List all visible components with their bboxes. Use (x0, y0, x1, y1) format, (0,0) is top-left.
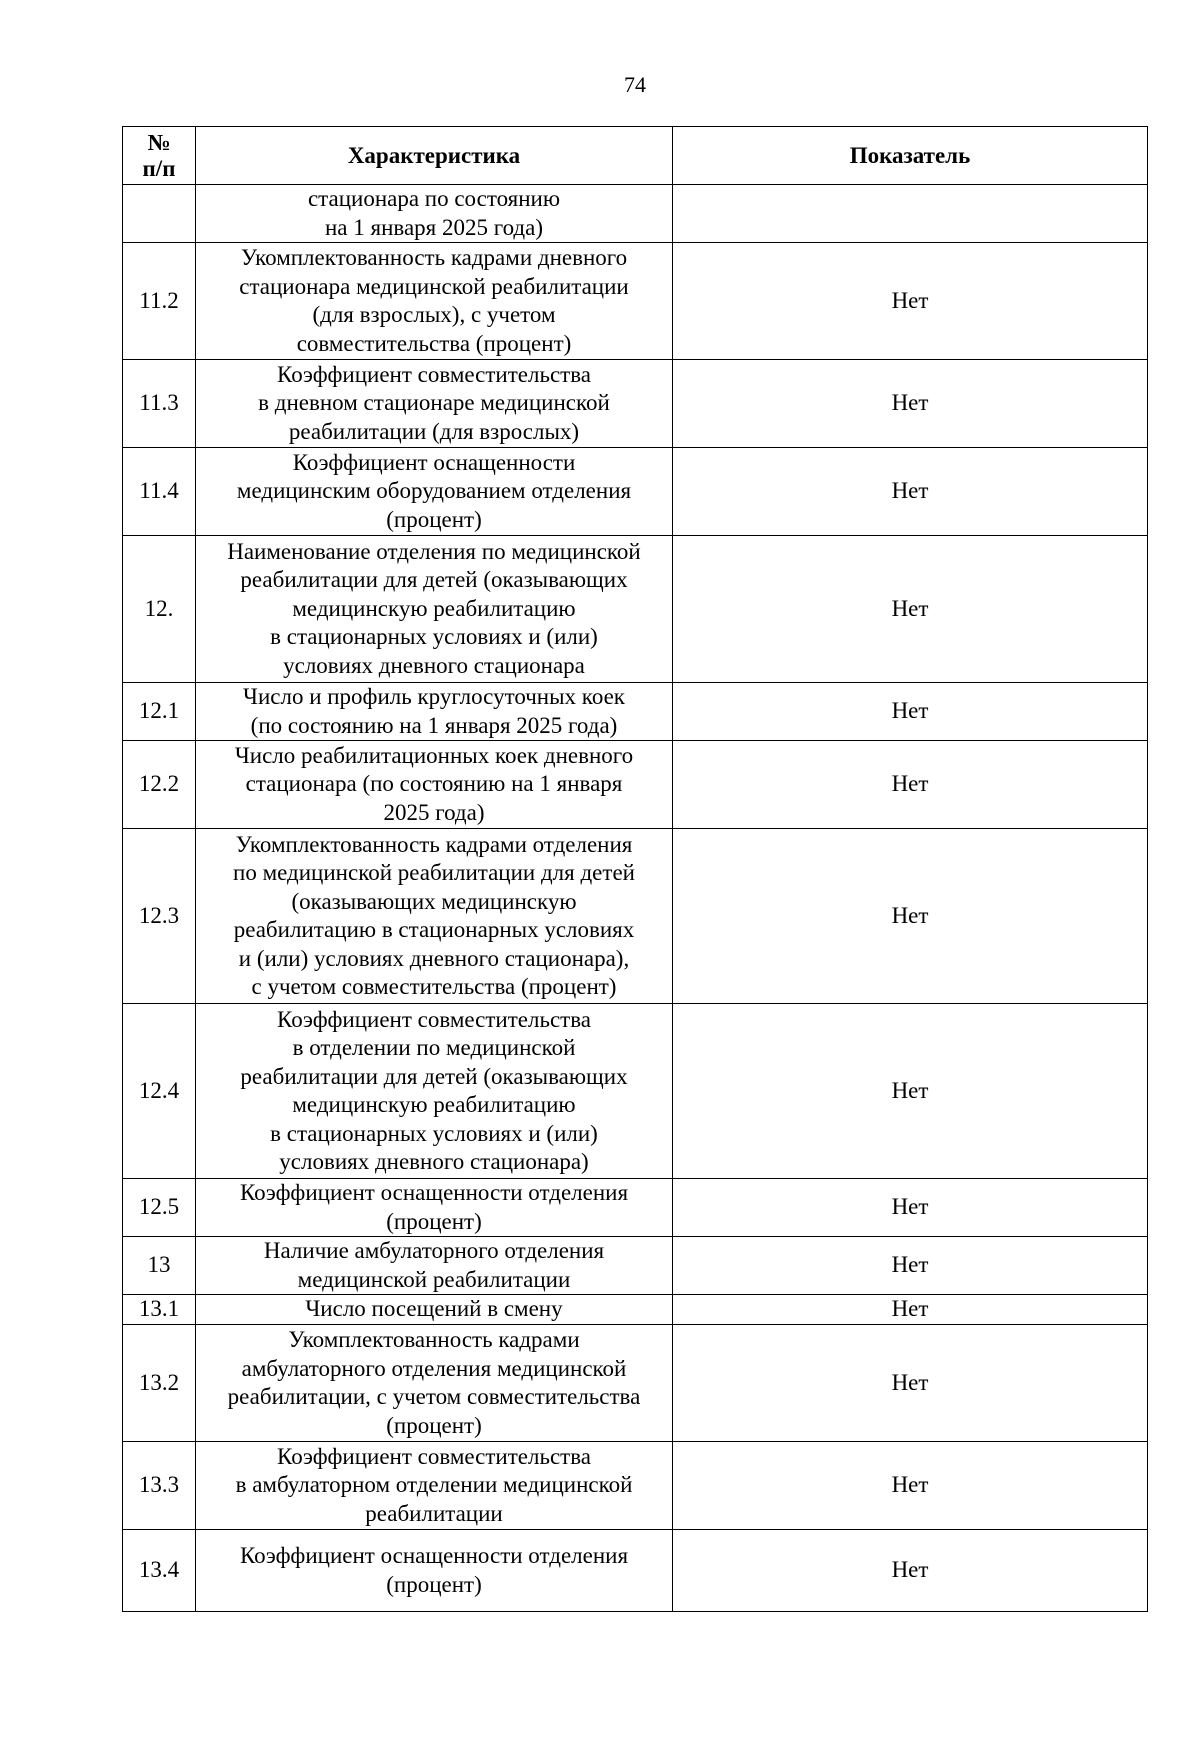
table-row (123, 185, 1148, 243)
table-row (123, 829, 1148, 1004)
row-indicator: Нет (673, 536, 1148, 683)
table-row (123, 1325, 1148, 1442)
row-indicator: Нет (673, 1530, 1148, 1612)
row-indicator: Нет (673, 1442, 1148, 1530)
row-indicator: Нет (673, 1004, 1148, 1179)
row-num: 12.4 (123, 1004, 196, 1179)
row-characteristic: Коэффициент совместительства в дневном стационаре медицинской реабилитации (для взрослых) (196, 360, 673, 448)
table-row (123, 1179, 1148, 1237)
row-num: 12. (123, 536, 196, 683)
row-num: 12.3 (123, 829, 196, 1004)
row-indicator: Нет (673, 1237, 1148, 1295)
table-row (123, 683, 1148, 741)
table-row (123, 1442, 1148, 1530)
header-num: № п/п (123, 127, 196, 185)
data-table (122, 126, 1148, 1612)
row-indicator: Нет (673, 1295, 1148, 1325)
row-indicator: Нет (673, 1325, 1148, 1442)
table-row (123, 360, 1148, 448)
row-characteristic: Укомплектованность кадрами дневного стационара медицинской реабилитации (для взрослых), с учетом совместительства (процент) (196, 243, 673, 360)
row-num: 11.3 (123, 360, 196, 448)
row-characteristic: Наименование отделения по медицинской реабилитации для детей (оказывающих медицинскую реабилитацию в стационарных условиях и (или) условиях дневного стационара (196, 536, 673, 683)
row-characteristic: Коэффициент совместительства в отделении по медицинской реабилитации для детей (оказывающих медицинскую реабилитацию в стационарных условиях и (или) условиях дневного стационара) (196, 1004, 673, 1179)
row-num: 13.4 (123, 1530, 196, 1612)
row-num: 13 (123, 1237, 196, 1295)
row-characteristic: Число посещений в смену (196, 1295, 673, 1325)
table-row (123, 741, 1148, 829)
row-indicator: Нет (673, 1179, 1148, 1237)
row-num: 12.5 (123, 1179, 196, 1237)
header-characteristic: Характеристика (196, 127, 673, 185)
row-indicator: Нет (673, 741, 1148, 829)
row-characteristic: Укомплектованность кадрами отделения по медицинской реабилитации для детей (оказывающих медицинскую реабилитацию в стационарных условиях и (или) условиях дневного стационара), с учетом совместительства (процент) (196, 829, 673, 1004)
row-num: 12.2 (123, 741, 196, 829)
row-characteristic: Наличие амбулаторного отделения медицинской реабилитации (196, 1237, 673, 1295)
row-indicator: Нет (673, 243, 1148, 360)
row-num (123, 185, 196, 243)
row-num: 13.1 (123, 1295, 196, 1325)
row-characteristic: Коэффициент оснащенности отделения (процент) (196, 1530, 673, 1612)
row-characteristic: Число реабилитационных коек дневного стационара (по состоянию на 1 января 2025 года) (196, 741, 673, 829)
table-row (123, 1295, 1148, 1325)
row-characteristic: Коэффициент совместительства в амбулаторном отделении медицинской реабилитации (196, 1442, 673, 1530)
table-row (123, 1237, 1148, 1295)
row-indicator: Нет (673, 448, 1148, 536)
row-num: 11.2 (123, 243, 196, 360)
page-number: 74 (624, 72, 646, 97)
row-indicator (673, 185, 1148, 243)
table-row (123, 1530, 1148, 1612)
row-characteristic: Укомплектованность кадрами амбулаторного отделения медицинской реабилитации, с учетом совместительства (процент) (196, 1325, 673, 1442)
table-row (123, 1004, 1148, 1179)
table-header-row (123, 127, 1148, 185)
table-row (123, 536, 1148, 683)
table-row (123, 448, 1148, 536)
row-characteristic: Коэффициент оснащенности медицинским оборудованием отделения (процент) (196, 448, 673, 536)
table-row (123, 243, 1148, 360)
row-characteristic: Число и профиль круглосуточных коек (по состоянию на 1 января 2025 года) (196, 683, 673, 741)
header-indicator: Показатель (673, 127, 1148, 185)
row-num: 13.2 (123, 1325, 196, 1442)
row-indicator: Нет (673, 829, 1148, 1004)
row-characteristic: стационара по состоянию на 1 января 2025 года) (196, 185, 673, 243)
row-num: 12.1 (123, 683, 196, 741)
row-num: 13.3 (123, 1442, 196, 1530)
row-indicator: Нет (673, 683, 1148, 741)
row-num: 11.4 (123, 448, 196, 536)
row-characteristic: Коэффициент оснащенности отделения (процент) (196, 1179, 673, 1237)
row-indicator: Нет (673, 360, 1148, 448)
